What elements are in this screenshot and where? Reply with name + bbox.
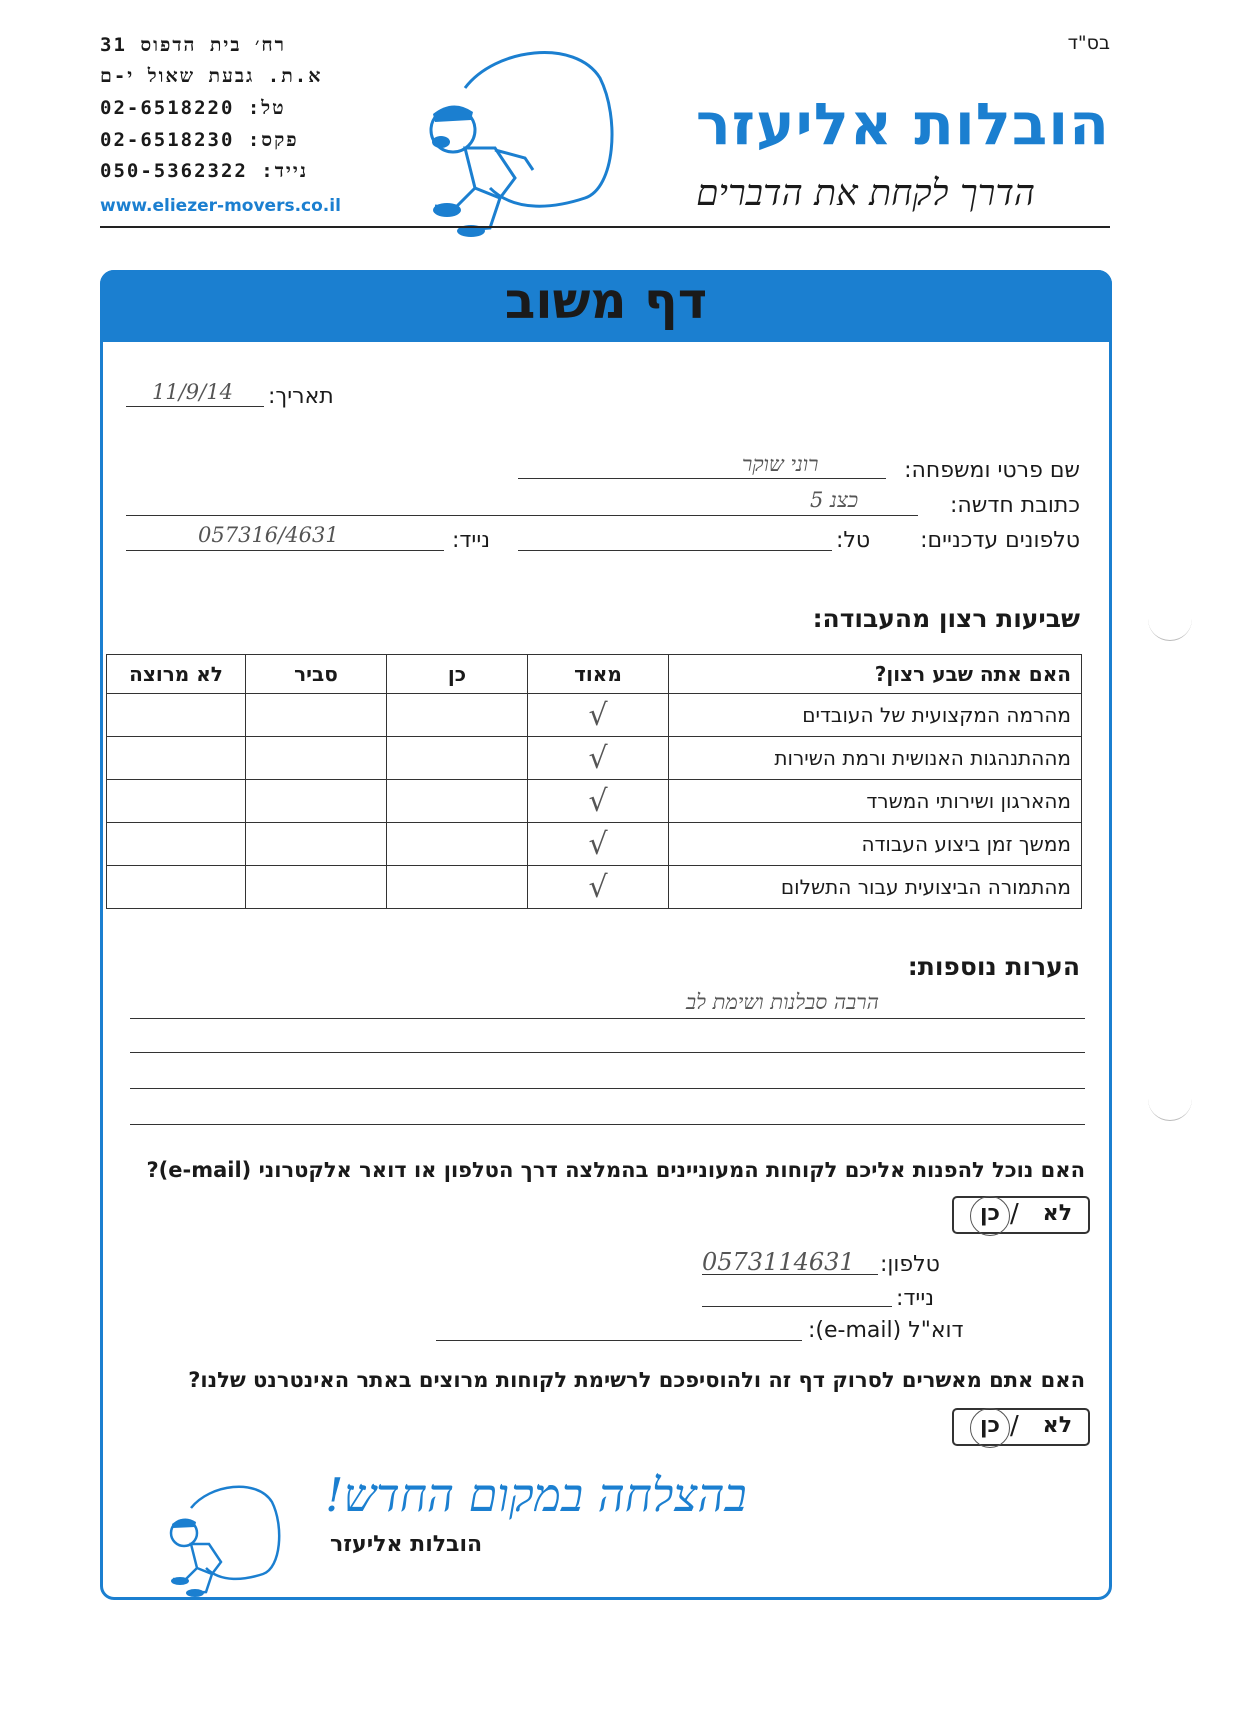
column-header-reasonable: סביר [246,655,387,694]
yes-option[interactable]: כן [980,1201,1001,1226]
checkmark-cell[interactable]: √ [528,694,669,737]
comment-line [130,1052,1085,1053]
answer-cell[interactable] [387,823,528,866]
table-header-row [107,655,1082,694]
row-question: מהרמה המקצועית של העובדים [669,694,1082,737]
checkmark-cell[interactable]: √ [528,866,669,909]
table-row [107,780,1082,823]
checkmark-cell[interactable]: √ [528,737,669,780]
tel-label: טל: [836,528,871,553]
bsd-mark: בס"ד [1067,32,1110,54]
punch-hole-mark [1148,618,1192,641]
satisfaction-table [106,654,1082,909]
answer-cell[interactable] [387,694,528,737]
row-question: מהתמורה הביצועית עבור התשלום [669,866,1082,909]
comment-line [130,1018,1085,1019]
no-option[interactable]: לא [1042,1201,1072,1226]
answer-cell[interactable] [107,823,246,866]
checkmark-cell[interactable]: √ [528,823,669,866]
column-header-very: מאוד [528,655,669,694]
header-divider [100,226,1110,228]
answer-cell[interactable] [246,866,387,909]
satisfaction-heading: שביעות רצון מהעבודה: [812,604,1080,633]
table-row [107,694,1082,737]
comment-line [130,1088,1085,1089]
address-label: כתובת חדשה: [949,493,1080,518]
phone-value[interactable]: 0573114631 [702,1248,855,1276]
answer-cell[interactable] [387,866,528,909]
farewell-message: בהצלחה במקום החדש! [325,1468,747,1522]
checkmark-cell[interactable]: √ [528,780,669,823]
mobile-label: נייד: [452,528,491,553]
contact-permission-question: האם נוכל להפנות אליכם לקוחות המעוניינים בהמלצה דרך הטלפון או דואר אלקטרוני (e-mail)? [146,1158,1085,1182]
row-question: ממשך זמן ביצוע העבודה [669,823,1082,866]
mobile-line [126,550,444,551]
phone-label: טלפון: [880,1252,940,1277]
comments-text[interactable]: הרבה סבלנות ושימת לב [686,990,879,1014]
name-value[interactable]: רוני שוקר [742,452,819,476]
date-label: תאריך: [268,384,334,409]
email-line [436,1340,802,1341]
option-divider: / [1010,1199,1019,1229]
name-label: שם פרטי ומשפחה: [904,458,1080,483]
answer-cell[interactable] [246,737,387,780]
address-value[interactable]: כצנ 5 [810,488,859,512]
scan-permission-yes-no[interactable] [952,1408,1090,1446]
answer-cell[interactable] [246,780,387,823]
date-line [126,406,264,407]
second-mobile-line [702,1306,892,1307]
column-header-yes: כן [387,655,528,694]
phones-label: טלפונים עדכניים: [920,528,1080,553]
table-row [107,823,1082,866]
footer-signature: הובלות אליעזר [330,1532,483,1557]
mobile-value[interactable]: 057316/4631 [198,523,339,547]
mover-carrying-sack-icon [155,1478,285,1598]
company-name: הובלות אליעזר [695,90,1110,158]
contact-address: רח׳ בית הדפוס 31 [100,34,286,56]
company-website[interactable]: www.eliezer-movers.co.il [100,196,341,216]
contact-permission-yes-no[interactable] [952,1196,1090,1234]
yes-option[interactable]: כן [980,1413,1001,1438]
column-header-not-satisfied: לא מרוצה [107,655,246,694]
second-mobile-label: נייד: [896,1286,935,1311]
row-question: מהארגון ושירותי המשרד [669,780,1082,823]
mover-carrying-sack-icon [405,38,620,238]
answer-cell[interactable] [107,866,246,909]
option-divider: / [1010,1411,1019,1441]
answer-cell[interactable] [107,694,246,737]
column-header-question: האם אתה שבע רצון? [669,655,1082,694]
contact-mobile: נייד: 050-5362322 [100,160,309,182]
form-title: דף משוב [504,272,708,330]
answer-cell[interactable] [387,737,528,780]
scan-permission-question: האם אתם מאשרים לסרוק דף זה ולהוסיפכם לרשימת לקוחות מרוצים באתר האינטרנט שלנו? [188,1368,1085,1392]
answer-cell[interactable] [246,694,387,737]
table-row [107,866,1082,909]
table-row [107,737,1082,780]
answer-cell[interactable] [107,737,246,780]
punch-hole-mark [1148,1098,1192,1121]
name-line [518,478,886,479]
tel-line [518,550,832,551]
row-question: מההתנהגות האנושית ורמת השירות [669,737,1082,780]
answer-cell[interactable] [246,823,387,866]
answer-cell[interactable] [107,780,246,823]
address-line [126,515,918,516]
comments-heading: הערות נוספות: [907,952,1080,981]
comment-line [130,1124,1085,1125]
date-value[interactable]: 11/9/14 [152,380,233,404]
company-slogan: הדרך לקחת את הדברים [696,173,1035,214]
answer-cell[interactable] [387,780,528,823]
contact-fax: פקס: 02-6518230 [100,129,299,151]
email-label: דוא"ל (e-mail): [808,1318,964,1343]
no-option[interactable]: לא [1042,1413,1072,1438]
contact-tel: טל: 02-6518220 [100,97,286,119]
contact-area: א.ת. גבעת שאול י-ם [100,65,323,87]
